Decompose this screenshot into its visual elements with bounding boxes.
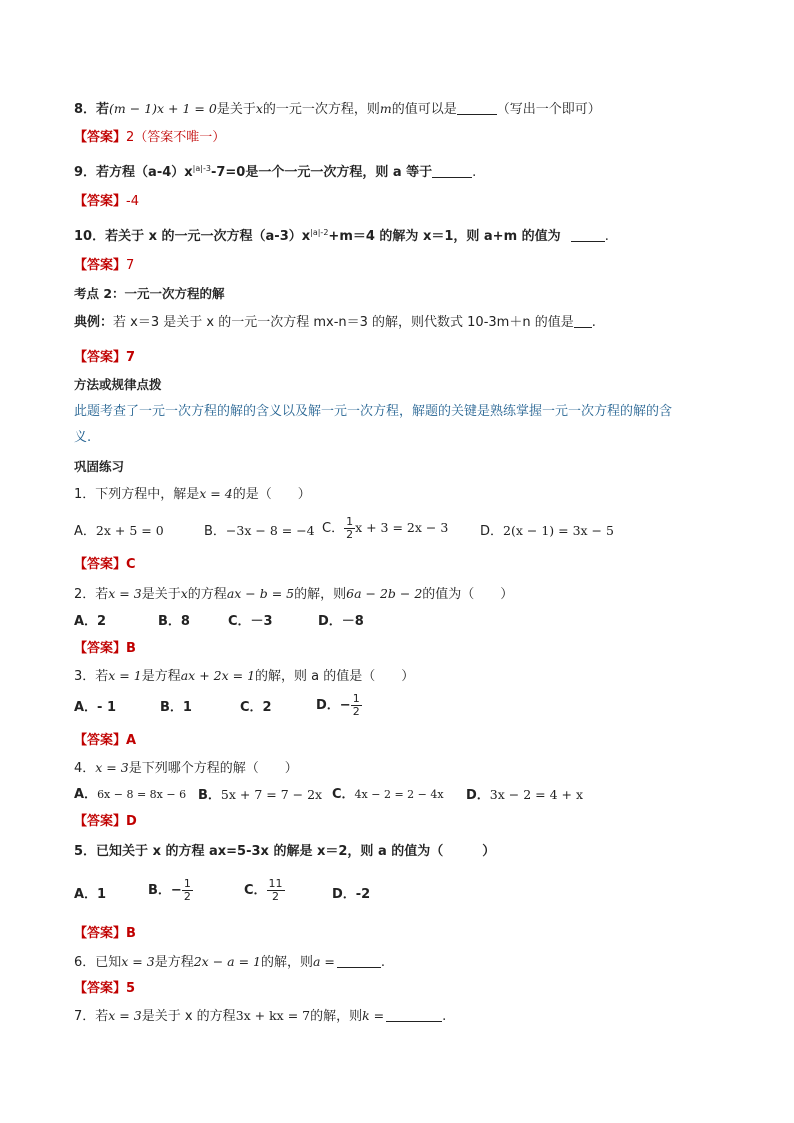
p1-option-d: D．2(x − 1) = 3x − 5 <box>480 523 614 539</box>
p2-answer: 【答案】B <box>74 641 136 656</box>
answer-blank <box>337 955 381 968</box>
p2-option-a: A．2 <box>74 614 107 629</box>
p5-option-c: C． $\frac{11}{2}$ <box>244 877 283 903</box>
p1-stem: 1．下列方程中，解是x = 4的是（ ） <box>74 486 311 502</box>
p4-options <box>74 786 674 806</box>
p2-option-d: D．－8 <box>318 614 364 629</box>
p5-stem: 5．已知关于 x 的方程 ax=5-3x 的解是 x＝2，则 a 的值为（ ） <box>74 844 496 859</box>
p1-answer: 【答案】C <box>74 557 136 572</box>
q8-number: 8．若 <box>74 102 110 117</box>
section-heading-kaodian-2: 考点 2：一元一次方程的解 <box>74 286 225 301</box>
answer-blank <box>571 229 605 242</box>
p3-options <box>74 693 474 723</box>
q8-equation: (m − 1)x + 1 = 0 <box>109 101 217 116</box>
q8-stem: 8．若(m − 1)x + 1 = 0是关于x的一元一次方程，则m的值可以是 （写出一个即可） <box>74 101 601 117</box>
p1-option-b: B．−3x − 8 = −4 <box>204 523 315 539</box>
answer-blank <box>432 165 472 178</box>
q9-stem: 9．若方程$(a-4)x^{|a|-3}-7=0$是一个一元一次方程，则 a 等于 . <box>74 164 477 180</box>
p1-options <box>74 516 734 546</box>
p3-option-d: D．− $\frac{1}{2}$ <box>316 692 360 718</box>
example-stem: 典例：若 x＝3 是关于 x 的一元一次方程 mx-n＝3 的解，则代数式 10-3m＋n 的值是 . <box>74 315 596 330</box>
p6-answer: 【答案】5 <box>74 981 136 996</box>
p5-option-d: D．-2 <box>332 887 371 902</box>
p2-options <box>74 613 474 633</box>
p7-stem: 7．若x = 3是关于 x 的方程3x + kx = 7的解，则k = . <box>74 1008 447 1024</box>
answer-blank <box>574 315 592 328</box>
p5-option-a: A．1 <box>74 887 107 902</box>
p3-option-b: B．1 <box>160 700 192 715</box>
answer-blank <box>457 102 497 115</box>
p4-option-a: A．6x − 8 = 8x − 6 <box>74 787 187 802</box>
p2-option-c: C．－3 <box>228 614 273 629</box>
answer-blank <box>386 1009 442 1022</box>
p5-answer: 【答案】B <box>74 926 136 941</box>
method-title: 方法或规律点拨 <box>74 377 162 392</box>
p6-stem: 6．已知x = 3是方程2x − a = 1的解，则a = . <box>74 954 386 970</box>
example-answer: 【答案】7 <box>74 350 136 365</box>
p3-answer: 【答案】A <box>74 733 137 748</box>
practice-title: 巩固练习 <box>74 459 125 474</box>
p5-option-b: B．− $\frac{1}{2}$ <box>148 877 191 903</box>
p4-answer: 【答案】D <box>74 814 137 829</box>
p4-option-b: B．5x + 7 = 7 − 2x <box>198 787 323 803</box>
p3-option-a: A．- 1 <box>74 700 117 715</box>
method-text-line-2: 义. <box>74 430 92 445</box>
p2-stem: 2．若x = 3是关于x的方程ax − b = 5的解，则6a − 2b − 2的值为（ ） <box>74 586 514 602</box>
p4-stem: 4．x = 3是下列哪个方程的解（ ） <box>74 760 298 776</box>
p4-option-c: C．4x − 2 = 2 − 4x <box>332 787 444 802</box>
p1-option-c: C． $\frac{1}{2}$ x + 3 = 2x − 3 <box>322 515 449 541</box>
method-text-line-1: 此题考查了一元一次方程的解的含义以及解一元一次方程，解题的关键是熟练掌握一元一次方程的解的含 <box>74 404 673 419</box>
q9-answer: 【答案】-4 <box>74 194 139 209</box>
p4-option-d: D．3x − 2 = 4 + x <box>466 787 584 803</box>
q10-stem: 10．若关于 x 的一元一次方程$(a-3)x^{|a|-2}+m=4$ 的解为 x＝1，则 a+m 的值为 . <box>74 228 609 244</box>
q10-answer: 【答案】7 <box>74 258 135 273</box>
p3-stem: 3．若x = 1是方程ax + 2x = 1的解，则 a 的值是（ ） <box>74 668 415 684</box>
p3-option-c: C．2 <box>240 700 272 715</box>
p5-options <box>74 876 474 912</box>
p1-option-a: A．2x + 5 = 0 <box>74 523 164 539</box>
p2-option-b: B．8 <box>158 614 190 629</box>
q8-answer: 【答案】2（答案不唯一） <box>74 130 226 145</box>
